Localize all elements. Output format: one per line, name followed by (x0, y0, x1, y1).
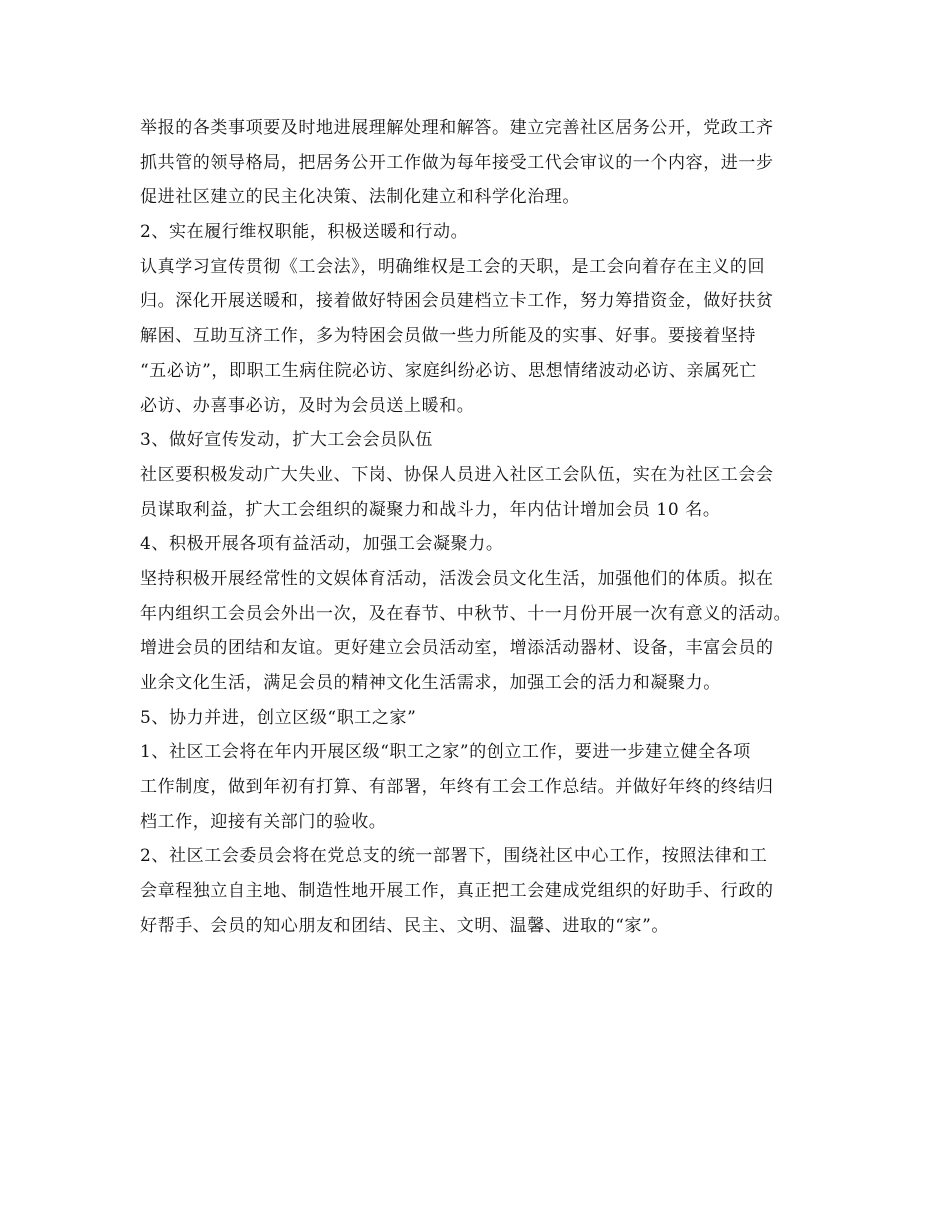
text-line: “五必访”，即职工生病住院必访、家庭纠纷必访、思想情绪波动必访、亲属死亡 (140, 360, 757, 381)
text-line: 会章程独立自主地、制造性地开展工作，真正把工会建成党组织的好助手、行政的 (140, 881, 774, 902)
text-line: 必访、办喜事必访，及时为会员送上暖和。 (140, 395, 475, 416)
text-line: 工作制度，做到年初有打算、有部署，年终有工会工作总结。并做好年终的终结归 (140, 777, 774, 798)
text-line: 解困、互助互济工作，多为特困会员做一些力所能及的实事、好事。要接着坚持 (140, 326, 756, 347)
text-line: 坚持积极开展经常性的文娱体育活动，活泼会员文化生活，加强他们的体质。拟在 (140, 568, 774, 589)
text-line: 年内组织工会员会外出一次，及在春节、中秋节、十一月份开展一次有意义的活动。 (140, 603, 792, 624)
text-line: 好帮手、会员的知心朋友和团结、民主、文明、温馨、进取的“家”。 (140, 915, 669, 936)
text-line: 档工作，迎接有关部门的验收。 (140, 811, 387, 832)
section-heading: 5、协力并进，创立区级“职工之家” (140, 707, 417, 728)
text-line: 举报的各类事项要及时地进展理解处理和解答。建立完善社区居务公开，党政工齐 (140, 118, 774, 138)
text-line: 抓共管的领导格局，把居务公开工作做为每年接受工代会审议的一个内容，进一步 (140, 152, 774, 173)
text-line: 认真学习宣传贯彻《工会法》，明确维权是工会的天职，是工会向着存在主义的回 (140, 256, 766, 277)
section-heading: 2、实在履行维权职能，积极送暖和行动。 (140, 222, 469, 243)
section-heading: 4、积极开展各项有益活动，加强工会凝聚力。 (140, 534, 504, 555)
text-line: 归。深化开展送暖和，接着做好特困会员建档立卡工作，努力筹措资金，做好扶贫 (140, 291, 774, 312)
section-heading: 3、做好宣传发动，扩大工会会员队伍 (140, 430, 434, 451)
text-line: 2、社区工会委员会将在党总支的统一部署下，围绕社区中心工作，按照法律和工 (140, 846, 768, 867)
text-line: 促进社区建立的民主化决策、法制化建立和科学化治理。 (140, 187, 580, 208)
text-line: 社区要积极发动广大失业、下岗、协保人员进入社区工会队伍，实在为社区工会会 (140, 464, 774, 485)
document-body (140, 111, 830, 944)
text-line: 1、社区工会将在年内开展区级“职工之家”的创立工作，要进一步建立健全各项 (140, 742, 751, 763)
text-line: 员谋取利益，扩大工会组织的凝聚力和战斗力，年内估计增加会员 10 名。 (140, 499, 721, 520)
text-line: 业余文化生活，满足会员的精神文化生活需求，加强工会的活力和凝聚力。 (140, 673, 721, 693)
text-line: 增进会员的团结和友谊。更好建立会员活动室，增添活动器材、设备，丰富会员的 (140, 638, 774, 659)
